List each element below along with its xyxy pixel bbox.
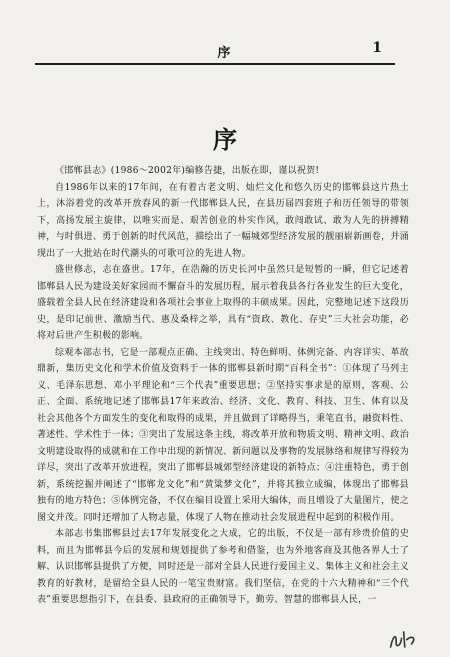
handwritten-mark-icon	[385, 626, 422, 653]
preface-body	[37, 163, 409, 609]
paragraph: 盛世修志，志在盛世。17年，在浩瀚的历史长河中虽然只是短暂的一瞬，但它记述着邯郸县人民为建设美好家园而不懈奋斗的发展历程，展示着我县各行各业发生的巨大变化，盛载着全县人民在经济建设和各项社会事业上取得的丰硕成果。因此，完整地记述下这段历史，是印记前世、激励当代、惠及桑梓之举，具有“资政、教化、存史”三大社会功能，必将对后世产生积极的影响。	[37, 265, 410, 341]
handwritten-mark	[385, 626, 422, 657]
paragraph: 本部志书集邯郸县过去17年发展变化之大成，它的出版，不仅是一部有珍贵价值的史料，而且为邯郸县今后的发展和规划提供了参考和借鉴，也为外地客商及其他各界人士了解、认识邯郸县提供了方便，同时还是一部对全县人民进行爱国主义、集体主义和社会主义教育的好教材，是留给全县人民的一笔宝贵财富。我们坚信，在党的十六大精神和“三个代表”重要思想指引下，在县委、县政府的正确领导下，勤劳、智慧的邯郸县人民，一	[37, 529, 410, 605]
running-header-title: 序	[217, 46, 233, 61]
section-title: 序	[213, 125, 237, 154]
paragraph: 《邯郸县志》(1986～2002年)编修告捷，出版在即，谨以祝贺!	[55, 166, 320, 176]
header-rule	[35, 63, 395, 65]
page-number: 1	[372, 40, 382, 56]
paragraph: 综观本部志书，它是一部观点正确、主线突出、特色鲜明、体例完备、内容详实、革故鼎新，集历史文化和学术价值及资料于一体的邯郸县新时期“百科全书”：①体现了马列主义、毛泽东思想、邓小平理论和“三个代表”重要思想；②坚持实事求是的原则，客观、公正、全面、系统地记述了邯郸县17年来政治、经济、文化、教育、科技、卫生、体育以及社会其他各个方面发生的变化和取得的成果，并且做到了详略得当，秉笔直书，融资料性、著述性、学术性于一体；③突出了发展这条主线，将改革开放和物质文明、精神文明、政治文明建设取得的成就和在工作中出现的新情况、新问题以及事物的发展脉络和规律写得较为详尽，突出了改革开放进程，突出了邯郸县城郊型经济建设的新特点；④注重特色，勇于创新，系统挖掘并阐述了“邯郸龙文化”和“黄粱梦文化”，并将其独立成编，体现出了邯郸县独有的地方特色；⑤体例完备，不仅在编目设置上采用大编体，而且增设了大量图片，使之图文并茂。同时还增加了人物志量，体现了人物在推动社会发展进程中起到的积极作用。	[37, 347, 410, 523]
paragraph: 自1986年以来的17年间，在有着古老文明、灿烂文化和悠久历史的邯郸县这片热土上，沐浴着党的改革开放春风的新一代邯郸县人民，在县历届四套班子和历任领导的带领下，高扬发展主旋律，以唯实而是、艰苦创业的朴实作风，敢闯敢试、敢为人先的拼搏精神，与时俱进、勇于创新的时代风范，描绘出了一幅城郊型经济发展的靓丽崭新画卷，并涌现出了一大批站在时代潮头的可歌可泣的先进人物。	[37, 182, 410, 259]
